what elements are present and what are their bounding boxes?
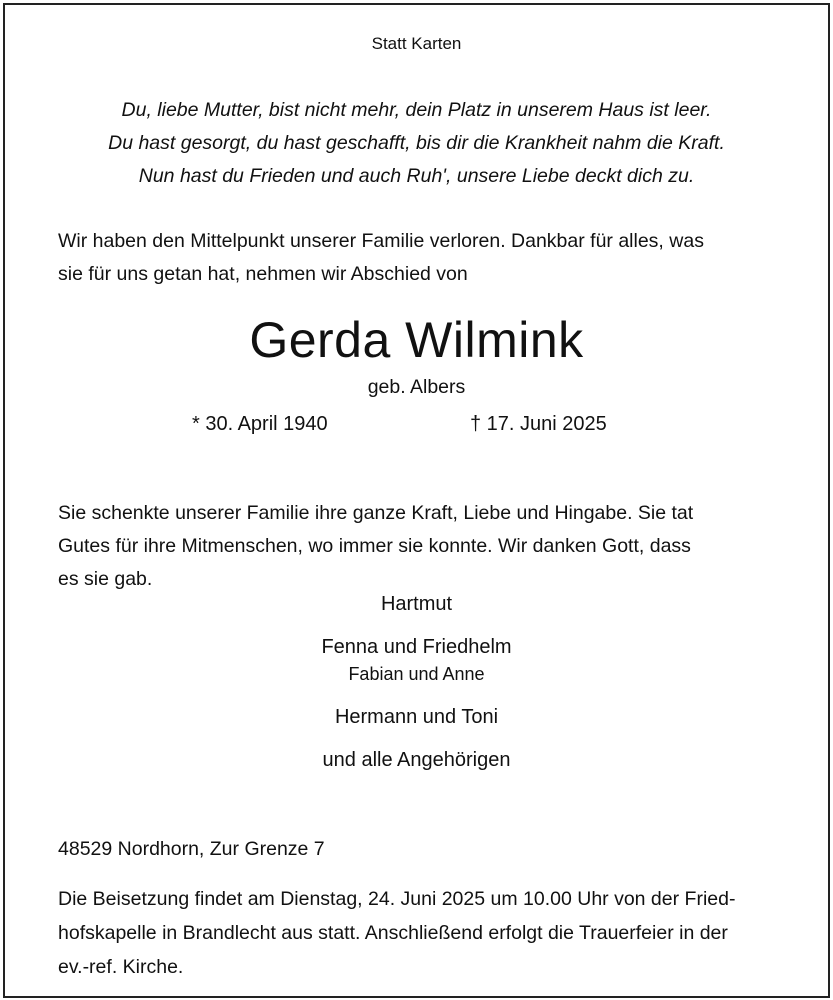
intro-line: Wir haben den Mittelpunkt unserer Familie verloren. Dankbar für alles, was [58,230,704,252]
funeral-line: hofskapelle in Brandlecht aus statt. Anschließend erfolgt die Trauerfeier in der [58,922,728,944]
mourner-hermann-toni: Hermann und Toni [334,706,499,728]
deceased-name: Gerda Wilmink [249,312,584,368]
mourner-fenna-friedhelm: Fenna und Friedhelm [321,636,512,658]
death-date: † 17. Juni 2025 [470,413,607,435]
maiden-name: geb. Albers [367,376,466,398]
poem-line: Du hast gesorgt, du hast geschafft, bis dir die Krankheit nahm die Kraft. [108,132,725,154]
address: 48529 Nordhorn, Zur Grenze 7 [58,838,325,860]
tribute-paragraph [58,497,778,596]
poem-line: Du, liebe Mutter, bist nicht mehr, dein Platz in unserem Haus ist leer. [121,99,712,121]
poem [0,94,833,193]
tribute-line: Sie schenkte unserer Familie ihre ganze Kraft, Liebe und Hingabe. Sie tat [58,502,694,524]
intro-paragraph [58,225,778,291]
funeral-notice [58,882,778,984]
mourner-relatives: und alle Angehörigen [322,749,511,771]
intro-line: sie für uns getan hat, nehmen wir Abschied von [58,263,468,285]
funeral-line: Die Beisetzung findet am Dienstag, 24. Juni 2025 um 10.00 Uhr von der Fried- [58,888,736,910]
birth-date: * 30. April 1940 [192,413,328,435]
mourner-hartmut: Hartmut [380,593,453,615]
tribute-line: es sie gab. [58,568,153,590]
mourner-fabian-anne: Fabian und Anne [348,664,485,684]
funeral-line: ev.-ref. Kirche. [58,956,184,978]
tribute-line: Gutes für ihre Mitmenschen, wo immer sie konnte. Wir danken Gott, dass [58,535,691,557]
header-statt-karten: Statt Karten [371,34,462,53]
poem-line: Nun hast du Frieden und auch Ruh', unsere Liebe deckt dich zu. [138,165,695,187]
